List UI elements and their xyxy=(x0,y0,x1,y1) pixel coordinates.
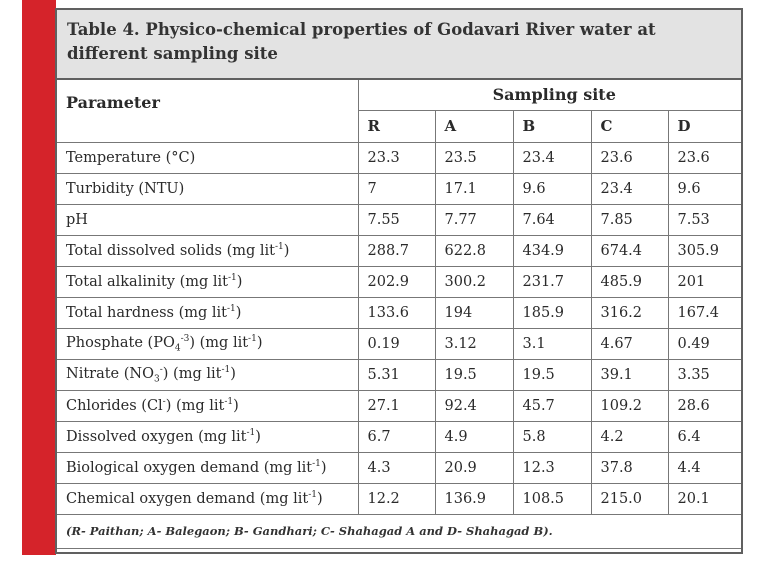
parameter-name: pH xyxy=(66,211,88,228)
table-row xyxy=(57,235,741,266)
parameter-name xyxy=(57,266,358,297)
value-cell: 4.3 xyxy=(358,452,435,483)
value-cell: 231.7 xyxy=(513,266,591,297)
value-cell: 3.1 xyxy=(513,328,591,359)
sampling-site-header: Sampling site xyxy=(358,80,741,110)
parameter-tail: ) xyxy=(236,273,243,290)
value-cell: 7.77 xyxy=(435,204,513,235)
value-cell: 4.9 xyxy=(435,421,513,452)
value-cell: 0.19 xyxy=(358,328,435,359)
parameter-name: Temperature (°C) xyxy=(66,149,196,166)
footnote-row xyxy=(57,514,741,548)
parameter-sup: -1 xyxy=(312,459,321,470)
table-frame xyxy=(55,8,743,554)
value-cell: 6.4 xyxy=(668,421,741,452)
value-cell: 19.5 xyxy=(435,359,513,390)
table-row xyxy=(57,266,741,297)
table-row xyxy=(57,390,741,421)
value-cell: 136.9 xyxy=(435,483,513,514)
parameter-tail2: ) xyxy=(233,397,239,414)
table-row xyxy=(57,204,741,235)
value-cell: 300.2 xyxy=(435,266,513,297)
parameter-name xyxy=(57,235,358,266)
value-cell: 23.4 xyxy=(591,173,668,204)
value-cell: 4.2 xyxy=(591,421,668,452)
value-cell: 37.8 xyxy=(591,452,668,483)
parameter-sup: -3 xyxy=(180,333,190,344)
parameter-name xyxy=(57,452,358,483)
value-cell: 5.8 xyxy=(513,421,591,452)
value-cell: 485.9 xyxy=(591,266,668,297)
parameter-name: Phosphate (PO xyxy=(66,334,175,351)
value-cell: 7.85 xyxy=(591,204,668,235)
value-cell: 9.6 xyxy=(668,173,741,204)
value-cell: 201 xyxy=(668,266,741,297)
parameter-sup: - xyxy=(159,364,163,375)
value-cell: 12.2 xyxy=(358,483,435,514)
value-cell: 28.6 xyxy=(668,390,741,421)
value-cell: 108.5 xyxy=(513,483,591,514)
parameter-name xyxy=(57,421,358,452)
parameter-sub: 3 xyxy=(153,374,160,385)
value-cell: 92.4 xyxy=(435,390,513,421)
value-cell: 23.3 xyxy=(358,142,435,173)
parameter-tail: ) xyxy=(317,490,323,507)
parameter-name xyxy=(57,483,358,514)
site-header-a: A xyxy=(435,110,513,142)
value-cell: 194 xyxy=(435,297,513,328)
parameter-tail: ) (mg lit xyxy=(165,397,225,414)
value-cell: 7 xyxy=(358,173,435,204)
parameter-tail: ) xyxy=(255,428,261,445)
value-cell: 17.1 xyxy=(435,173,513,204)
value-cell: 23.6 xyxy=(591,142,668,173)
red-accent-bar xyxy=(22,0,56,555)
parameter-name xyxy=(57,142,358,173)
table-row xyxy=(57,142,741,173)
value-cell: 202.9 xyxy=(358,266,435,297)
parameter-name: Turbidity (NTU) xyxy=(66,180,185,197)
value-cell: 7.53 xyxy=(668,204,741,235)
value-cell: 434.9 xyxy=(513,235,591,266)
parameter-tail2: ) xyxy=(256,334,263,351)
value-cell: 4.4 xyxy=(668,452,741,483)
site-header-d: D xyxy=(668,110,741,142)
parameter-name: Total hardness (mg lit xyxy=(66,304,228,321)
value-cell: 109.2 xyxy=(591,390,668,421)
value-cell: 20.1 xyxy=(668,483,741,514)
table-row xyxy=(57,483,741,514)
parameter-sup: -1 xyxy=(275,242,284,253)
value-cell: 6.7 xyxy=(358,421,435,452)
value-cell: 674.4 xyxy=(591,235,668,266)
parameter-name xyxy=(57,328,358,359)
value-cell: 5.31 xyxy=(358,359,435,390)
table-caption: Table 4. Physico-chemical properties of Godavari River water at different sampling site xyxy=(57,10,741,80)
parameter-name xyxy=(57,173,358,204)
site-header-b: B xyxy=(513,110,591,142)
value-cell: 23.5 xyxy=(435,142,513,173)
parameter-name: Chemical oxygen demand (mg lit xyxy=(66,490,309,507)
value-cell: 9.6 xyxy=(513,173,591,204)
value-cell: 7.55 xyxy=(358,204,435,235)
parameter-name: Dissolved oxygen (mg lit xyxy=(66,428,247,445)
value-cell: 20.9 xyxy=(435,452,513,483)
value-cell: 23.6 xyxy=(668,142,741,173)
parameter-header: Parameter xyxy=(57,80,358,142)
parameter-name: Chlorides (Cl xyxy=(66,397,163,414)
parameter-name xyxy=(57,297,358,328)
table-row xyxy=(57,297,741,328)
parameter-name xyxy=(57,390,358,421)
value-cell: 3.35 xyxy=(668,359,741,390)
parameter-tail: ) xyxy=(235,304,242,321)
parameter-sup: -1 xyxy=(308,490,317,501)
value-cell: 316.2 xyxy=(591,297,668,328)
value-cell: 167.4 xyxy=(668,297,741,328)
parameter-sup2: -1 xyxy=(224,397,234,408)
parameter-sup2: -1 xyxy=(221,364,231,375)
value-cell: 7.64 xyxy=(513,204,591,235)
table-row xyxy=(57,452,741,483)
value-cell: 12.3 xyxy=(513,452,591,483)
header-row-1 xyxy=(57,80,741,110)
value-cell: 305.9 xyxy=(668,235,741,266)
parameter-name: Biological oxygen demand (mg lit xyxy=(66,459,313,476)
value-cell: 133.6 xyxy=(358,297,435,328)
parameter-tail: ) (mg lit xyxy=(189,334,249,351)
value-cell: 4.67 xyxy=(591,328,668,359)
parameter-name: Total dissolved solids (mg lit xyxy=(66,242,276,259)
parameter-sup: -1 xyxy=(246,428,256,439)
value-cell: 27.1 xyxy=(358,390,435,421)
parameter-sup: - xyxy=(162,397,166,408)
site-header-r: R xyxy=(358,110,435,142)
value-cell: 185.9 xyxy=(513,297,591,328)
value-cell: 23.4 xyxy=(513,142,591,173)
parameter-sup2: -1 xyxy=(248,333,257,344)
table-row xyxy=(57,359,741,390)
value-cell: 215.0 xyxy=(591,483,668,514)
value-cell: 0.49 xyxy=(668,328,741,359)
parameter-name xyxy=(57,359,358,390)
value-cell: 622.8 xyxy=(435,235,513,266)
table-row xyxy=(57,173,741,204)
table-row xyxy=(57,421,741,452)
parameter-sup: -1 xyxy=(227,304,236,315)
value-cell: 288.7 xyxy=(358,235,435,266)
parameter-sub: 4 xyxy=(174,343,181,354)
properties-table xyxy=(57,80,741,549)
parameter-tail2: ) xyxy=(230,365,236,382)
parameter-name: Total alkalinity (mg lit xyxy=(66,273,228,290)
table-row xyxy=(57,328,741,359)
site-header-c: C xyxy=(591,110,668,142)
value-cell: 45.7 xyxy=(513,390,591,421)
table-body xyxy=(57,80,741,548)
value-cell: 19.5 xyxy=(513,359,591,390)
parameter-tail: ) xyxy=(320,459,327,476)
footnote: (R- Paithan; A- Balegaon; B- Gandhari; C- Shahagad A and D- Shahagad B). xyxy=(57,514,741,548)
parameter-tail: ) xyxy=(283,242,290,259)
parameter-sup: -1 xyxy=(228,273,237,284)
parameter-name xyxy=(57,204,358,235)
value-cell: 39.1 xyxy=(591,359,668,390)
parameter-tail: ) (mg lit xyxy=(162,365,222,382)
value-cell: 3.12 xyxy=(435,328,513,359)
parameter-name: Nitrate (NO xyxy=(66,365,154,382)
